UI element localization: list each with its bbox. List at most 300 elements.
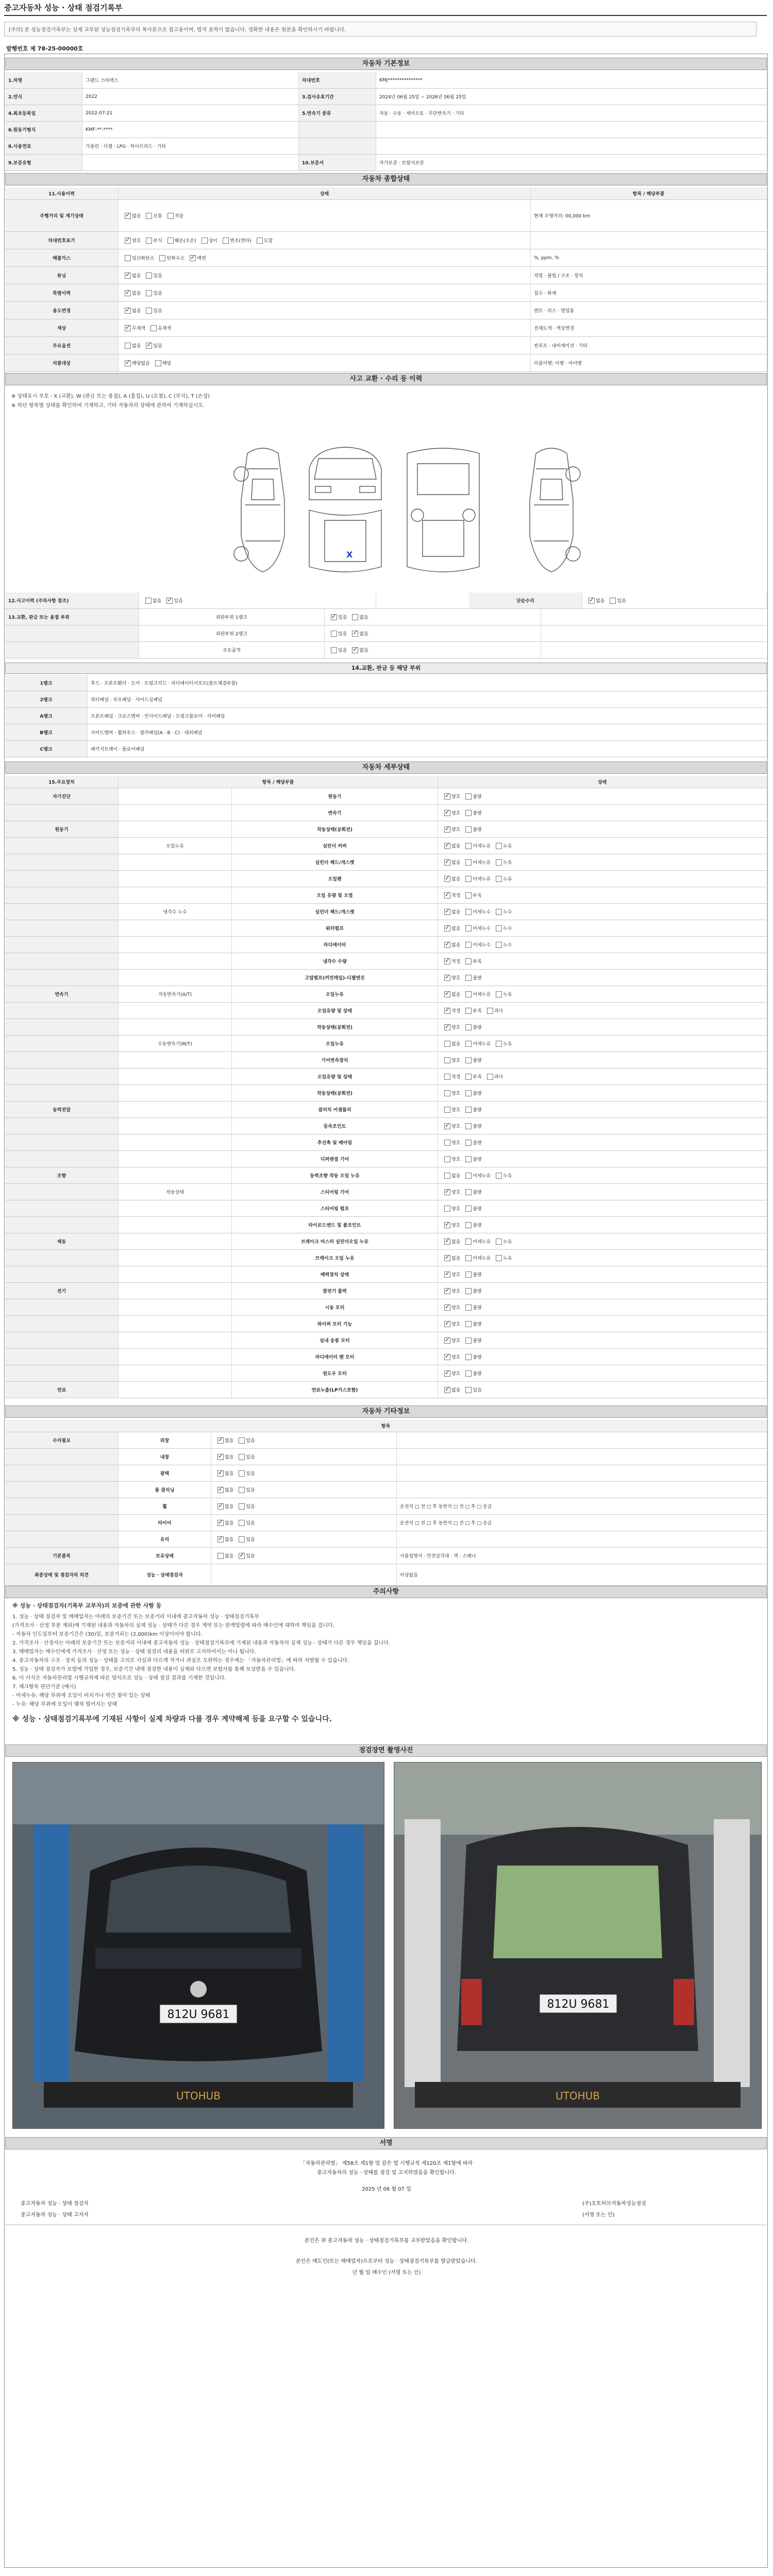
history-row xyxy=(5,267,767,284)
checkbox[interactable] xyxy=(444,1140,450,1146)
option[interactable] xyxy=(585,597,604,604)
option[interactable] xyxy=(214,1486,233,1493)
option[interactable] xyxy=(214,1503,233,1510)
checkbox[interactable] xyxy=(465,1337,472,1344)
option[interactable] xyxy=(441,1040,460,1047)
checkbox[interactable] xyxy=(201,238,208,244)
checkbox[interactable] xyxy=(496,942,502,948)
checkbox[interactable] xyxy=(125,360,131,366)
checkbox[interactable] xyxy=(465,942,472,948)
checkbox[interactable] xyxy=(465,1255,472,1261)
checkbox[interactable] xyxy=(465,1173,472,1179)
checkbox[interactable] xyxy=(146,213,152,219)
checkbox[interactable] xyxy=(444,1057,450,1063)
option-label: 없음 xyxy=(451,1388,461,1393)
option[interactable] xyxy=(441,1304,460,1311)
checkbox[interactable] xyxy=(465,1321,472,1327)
checkbox[interactable] xyxy=(239,1470,245,1477)
checkbox[interactable] xyxy=(444,909,450,915)
checkbox[interactable] xyxy=(465,876,472,882)
option[interactable] xyxy=(462,1337,481,1344)
checkbox[interactable] xyxy=(444,1206,450,1212)
checkbox[interactable] xyxy=(465,1057,472,1063)
option[interactable] xyxy=(462,1106,481,1113)
checkbox[interactable] xyxy=(444,1288,450,1294)
checkbox[interactable] xyxy=(239,1454,245,1460)
option[interactable] xyxy=(462,1271,481,1278)
option-label: 불량 xyxy=(473,1355,482,1360)
option[interactable] xyxy=(484,1073,503,1080)
checkbox[interactable] xyxy=(239,1520,245,1526)
checkbox[interactable] xyxy=(444,793,450,800)
checkbox[interactable] xyxy=(496,1255,502,1261)
option[interactable] xyxy=(349,630,368,637)
checkbox[interactable] xyxy=(146,308,152,314)
option[interactable] xyxy=(236,1536,255,1543)
option[interactable] xyxy=(441,991,460,997)
option[interactable] xyxy=(462,1255,491,1261)
checkbox[interactable] xyxy=(352,647,358,653)
checkbox[interactable] xyxy=(444,1008,450,1014)
option[interactable] xyxy=(441,958,460,964)
checkbox[interactable] xyxy=(444,1189,450,1195)
option[interactable] xyxy=(163,597,182,604)
checkbox[interactable] xyxy=(487,1008,493,1014)
option[interactable] xyxy=(214,1470,233,1477)
option[interactable] xyxy=(198,237,217,244)
detail-subgroup xyxy=(119,1217,232,1233)
checkbox[interactable] xyxy=(190,255,196,261)
option[interactable] xyxy=(122,307,141,314)
option[interactable] xyxy=(220,237,251,244)
checkbox[interactable] xyxy=(352,631,358,637)
option[interactable] xyxy=(493,842,512,849)
option[interactable] xyxy=(462,941,491,948)
option[interactable] xyxy=(484,1007,503,1014)
checkbox[interactable] xyxy=(444,1337,450,1344)
checkbox[interactable] xyxy=(125,308,131,314)
option-label: 없음 xyxy=(451,860,461,866)
option[interactable] xyxy=(122,272,141,279)
checkbox[interactable] xyxy=(331,614,337,620)
checkbox[interactable] xyxy=(444,826,450,833)
option[interactable] xyxy=(122,360,150,366)
basic-label: 4.최초등록일 xyxy=(5,105,82,121)
checkbox[interactable] xyxy=(444,1239,450,1245)
checkbox[interactable] xyxy=(465,1041,472,1047)
note-line: 7. 체크항목 판단기준 (예시) xyxy=(12,1684,76,1690)
checkbox[interactable] xyxy=(465,1024,472,1030)
option[interactable] xyxy=(441,1139,460,1146)
option[interactable] xyxy=(441,908,460,915)
detail-row xyxy=(5,1349,767,1365)
checkbox[interactable] xyxy=(146,273,152,279)
option[interactable] xyxy=(441,875,460,882)
option[interactable] xyxy=(462,1287,481,1294)
checkbox[interactable] xyxy=(465,793,472,800)
checkbox[interactable] xyxy=(496,859,502,866)
checkbox[interactable] xyxy=(125,343,131,349)
option[interactable] xyxy=(493,941,512,948)
checkbox[interactable] xyxy=(217,1437,224,1444)
option[interactable] xyxy=(441,1007,460,1014)
option[interactable] xyxy=(462,991,491,997)
option[interactable] xyxy=(441,1156,460,1162)
checkbox[interactable] xyxy=(146,290,152,296)
option[interactable] xyxy=(164,237,196,244)
option[interactable] xyxy=(493,875,512,882)
history-extra xyxy=(531,232,767,249)
option[interactable] xyxy=(462,1304,481,1311)
option[interactable] xyxy=(462,1353,481,1360)
checkbox[interactable] xyxy=(589,598,595,604)
option[interactable] xyxy=(214,1552,233,1559)
option[interactable] xyxy=(462,842,491,849)
checkbox[interactable] xyxy=(217,1503,224,1510)
detail-row xyxy=(5,854,767,871)
checkbox[interactable] xyxy=(496,909,502,915)
checkbox[interactable] xyxy=(465,859,472,866)
option[interactable] xyxy=(214,1519,233,1526)
checkbox[interactable] xyxy=(444,1387,450,1393)
history-row xyxy=(5,302,767,319)
checkbox[interactable] xyxy=(444,876,450,882)
checkbox[interactable] xyxy=(444,859,450,866)
checkbox[interactable] xyxy=(146,343,152,349)
checkbox[interactable] xyxy=(465,958,472,964)
option[interactable] xyxy=(441,1189,460,1195)
checkbox[interactable] xyxy=(465,1304,472,1311)
checkbox[interactable] xyxy=(444,975,450,981)
checkbox[interactable] xyxy=(125,255,131,261)
option[interactable] xyxy=(441,1090,460,1096)
checkbox[interactable] xyxy=(239,1487,245,1493)
option[interactable] xyxy=(462,1057,481,1063)
option[interactable] xyxy=(493,859,512,866)
checkbox[interactable] xyxy=(496,991,502,997)
option[interactable] xyxy=(236,1519,255,1526)
option[interactable] xyxy=(122,212,141,219)
option[interactable] xyxy=(441,1123,460,1129)
option[interactable] xyxy=(328,614,347,620)
option[interactable] xyxy=(164,212,183,219)
option[interactable] xyxy=(254,237,273,244)
option[interactable] xyxy=(441,1353,460,1360)
notes-emphasis: ※ 성능 · 상태점검기록부에 기재된 사항이 실제 차량과 다를 경우 계약해제 등을 요구할 수 있습니다. xyxy=(12,1715,332,1723)
checkbox[interactable] xyxy=(496,1173,502,1179)
checkbox[interactable] xyxy=(125,290,131,296)
detail-group xyxy=(5,953,119,969)
option[interactable] xyxy=(236,1503,255,1510)
option-label: 불량 xyxy=(473,1207,482,1212)
notice-box: [주의] 본 성능점검기록부는 실제 교부된 성능점검기록부의 복사본으로 참고용이며, 법적 효력이 없습니다. 정확한 내용은 원본을 확인하시기 바랍니다. xyxy=(4,22,757,37)
option[interactable] xyxy=(462,859,491,866)
checkbox[interactable] xyxy=(331,647,337,653)
option-label: 불량 xyxy=(473,1322,482,1327)
option[interactable] xyxy=(236,1552,255,1559)
checkbox[interactable] xyxy=(465,925,472,931)
checkbox[interactable] xyxy=(465,975,472,981)
option[interactable] xyxy=(493,1255,512,1261)
option[interactable] xyxy=(462,1205,481,1212)
option[interactable] xyxy=(462,892,481,899)
option[interactable] xyxy=(441,1337,460,1344)
checkbox[interactable] xyxy=(465,810,472,816)
checkbox[interactable] xyxy=(465,1090,472,1096)
checkbox[interactable] xyxy=(465,1370,472,1377)
checkbox[interactable] xyxy=(145,598,152,604)
checkbox[interactable] xyxy=(444,1123,450,1129)
option[interactable] xyxy=(441,1205,460,1212)
checkbox[interactable] xyxy=(444,892,450,899)
checkbox[interactable] xyxy=(444,1304,450,1311)
option[interactable] xyxy=(441,793,460,800)
checkbox[interactable] xyxy=(125,273,131,279)
checkbox[interactable] xyxy=(125,238,131,244)
option[interactable] xyxy=(143,290,162,296)
option[interactable] xyxy=(214,1453,233,1460)
checkbox[interactable] xyxy=(496,1239,502,1245)
option[interactable] xyxy=(441,1238,460,1245)
option[interactable] xyxy=(462,1222,481,1228)
checkbox[interactable] xyxy=(444,1041,450,1047)
checkbox[interactable] xyxy=(465,826,472,833)
checkbox[interactable] xyxy=(239,1536,245,1543)
option[interactable] xyxy=(441,1287,460,1294)
checkbox[interactable] xyxy=(610,598,616,604)
basic-label: 9.보증유형 xyxy=(5,155,82,171)
checkbox[interactable] xyxy=(166,598,173,604)
option[interactable] xyxy=(462,1156,481,1162)
option-label: 적정 xyxy=(451,959,461,964)
option[interactable] xyxy=(462,1007,481,1014)
option[interactable] xyxy=(493,1238,512,1245)
option[interactable] xyxy=(236,1437,255,1444)
checkbox[interactable] xyxy=(444,1255,450,1261)
option[interactable] xyxy=(493,1040,512,1047)
option[interactable] xyxy=(156,255,184,261)
checkbox[interactable] xyxy=(444,1354,450,1360)
option[interactable] xyxy=(441,1222,460,1228)
option[interactable] xyxy=(441,925,460,931)
checkbox[interactable] xyxy=(125,325,131,331)
option[interactable] xyxy=(462,1090,481,1096)
option[interactable] xyxy=(493,1172,512,1179)
checkbox[interactable] xyxy=(465,1239,472,1245)
option[interactable] xyxy=(236,1453,255,1460)
checkbox[interactable] xyxy=(352,614,358,620)
checkbox[interactable] xyxy=(496,1041,502,1047)
checkbox[interactable] xyxy=(496,925,502,931)
checkbox[interactable] xyxy=(217,1487,224,1493)
option[interactable] xyxy=(462,1024,481,1030)
checkbox[interactable] xyxy=(167,238,174,244)
option[interactable] xyxy=(122,237,141,244)
option[interactable] xyxy=(462,1139,481,1146)
checkbox[interactable] xyxy=(444,1090,450,1096)
checkbox[interactable] xyxy=(444,1173,450,1179)
checkbox[interactable] xyxy=(444,991,450,997)
checkbox[interactable] xyxy=(444,1156,450,1162)
checkbox[interactable] xyxy=(159,255,165,261)
option[interactable] xyxy=(122,325,145,331)
option[interactable] xyxy=(142,597,161,604)
checkbox[interactable] xyxy=(167,213,174,219)
option[interactable] xyxy=(462,1370,481,1377)
option[interactable] xyxy=(441,1057,460,1063)
option[interactable] xyxy=(328,630,347,637)
option-label: 변조(변타) xyxy=(229,239,251,244)
option[interactable] xyxy=(462,1386,481,1393)
option[interactable] xyxy=(143,272,162,279)
detail-item: 배력장치 상태 xyxy=(232,1266,438,1282)
checkbox[interactable] xyxy=(496,843,502,849)
option[interactable] xyxy=(441,1320,460,1327)
checkbox[interactable] xyxy=(465,991,472,997)
option[interactable] xyxy=(441,809,460,816)
checkbox[interactable] xyxy=(444,925,450,931)
option[interactable] xyxy=(214,1437,233,1444)
checkbox[interactable] xyxy=(217,1553,224,1559)
option-label: 보통 xyxy=(153,214,162,219)
checkbox[interactable] xyxy=(239,1437,245,1444)
checkbox[interactable] xyxy=(155,360,161,366)
checkbox[interactable] xyxy=(465,1189,472,1195)
checkbox[interactable] xyxy=(465,1222,472,1228)
checkbox[interactable] xyxy=(217,1454,224,1460)
option[interactable] xyxy=(441,1271,460,1278)
option[interactable] xyxy=(328,647,347,653)
option[interactable] xyxy=(152,360,171,366)
option[interactable] xyxy=(493,908,512,915)
option[interactable] xyxy=(493,925,512,931)
option[interactable] xyxy=(236,1486,255,1493)
checkbox[interactable] xyxy=(223,238,229,244)
option[interactable] xyxy=(462,1172,491,1179)
checkbox[interactable] xyxy=(444,1272,450,1278)
option[interactable] xyxy=(349,614,368,620)
checkbox[interactable] xyxy=(257,238,263,244)
checkbox[interactable] xyxy=(487,1074,493,1080)
option[interactable] xyxy=(441,1386,460,1393)
checkbox[interactable] xyxy=(465,909,472,915)
checkbox[interactable] xyxy=(444,1370,450,1377)
checkbox[interactable] xyxy=(217,1520,224,1526)
option[interactable] xyxy=(441,892,460,899)
option[interactable] xyxy=(462,793,481,800)
option[interactable] xyxy=(143,237,162,244)
option[interactable] xyxy=(441,1024,460,1030)
option[interactable] xyxy=(441,974,460,981)
checkbox[interactable] xyxy=(465,843,472,849)
checkbox[interactable] xyxy=(217,1536,224,1543)
checkbox[interactable] xyxy=(444,1321,450,1327)
option[interactable] xyxy=(349,647,368,653)
checkbox[interactable] xyxy=(465,1354,472,1360)
checkbox[interactable] xyxy=(146,238,152,244)
checkbox[interactable] xyxy=(465,1156,472,1162)
option[interactable] xyxy=(441,859,460,866)
option[interactable] xyxy=(143,212,162,219)
option[interactable] xyxy=(214,1536,233,1543)
option[interactable] xyxy=(462,1320,481,1327)
option[interactable] xyxy=(462,974,481,981)
checkbox[interactable] xyxy=(465,1123,472,1129)
checkbox[interactable] xyxy=(444,1024,450,1030)
option[interactable] xyxy=(441,1106,460,1113)
option[interactable] xyxy=(462,875,491,882)
checkbox[interactable] xyxy=(239,1503,245,1510)
checkbox[interactable] xyxy=(465,1272,472,1278)
checkbox[interactable] xyxy=(125,213,131,219)
option[interactable] xyxy=(122,290,141,296)
option[interactable] xyxy=(462,958,481,964)
checkbox[interactable] xyxy=(239,1553,245,1559)
option[interactable] xyxy=(441,1172,460,1179)
checkbox[interactable] xyxy=(444,1222,450,1228)
option[interactable] xyxy=(122,255,154,261)
detail-subgroup xyxy=(119,1003,232,1019)
checkbox[interactable] xyxy=(444,1074,450,1080)
option[interactable] xyxy=(236,1470,255,1477)
option[interactable] xyxy=(462,908,491,915)
option[interactable] xyxy=(462,826,481,833)
checkbox[interactable] xyxy=(444,942,450,948)
checkbox[interactable] xyxy=(465,892,472,899)
checkbox[interactable] xyxy=(444,958,450,964)
option-label: 누유 xyxy=(503,992,512,997)
option[interactable] xyxy=(607,597,626,604)
option[interactable] xyxy=(441,941,460,948)
option[interactable] xyxy=(143,307,162,314)
option[interactable] xyxy=(441,1370,460,1377)
option[interactable] xyxy=(441,826,460,833)
option[interactable] xyxy=(462,1123,481,1129)
option[interactable] xyxy=(493,991,512,997)
option[interactable] xyxy=(462,809,481,816)
option[interactable] xyxy=(462,1040,491,1047)
checkbox[interactable] xyxy=(150,325,157,331)
option-label: 미세누수 xyxy=(473,926,491,931)
checkbox[interactable] xyxy=(444,810,450,816)
option[interactable] xyxy=(462,925,491,931)
checkbox[interactable] xyxy=(444,1107,450,1113)
option[interactable] xyxy=(441,842,460,849)
checkbox[interactable] xyxy=(465,1140,472,1146)
checkbox[interactable] xyxy=(331,631,337,637)
checkbox[interactable] xyxy=(465,1288,472,1294)
checkbox[interactable] xyxy=(465,1074,472,1080)
option-label: 미세누수 xyxy=(473,910,491,915)
option[interactable] xyxy=(143,342,162,349)
checkbox[interactable] xyxy=(465,1206,472,1212)
detail-options xyxy=(438,1151,767,1167)
checkbox[interactable] xyxy=(465,1008,472,1014)
checkbox[interactable] xyxy=(465,1107,472,1113)
option[interactable] xyxy=(441,1073,460,1080)
option[interactable] xyxy=(462,1073,481,1080)
option[interactable] xyxy=(462,1238,491,1245)
option[interactable] xyxy=(187,255,206,261)
checkbox[interactable] xyxy=(217,1470,224,1477)
checkbox[interactable] xyxy=(465,1387,472,1393)
option[interactable] xyxy=(441,1255,460,1261)
option[interactable] xyxy=(462,1189,481,1195)
checkbox[interactable] xyxy=(496,876,502,882)
option[interactable] xyxy=(147,325,171,331)
option[interactable] xyxy=(122,342,141,349)
checkbox[interactable] xyxy=(444,843,450,849)
